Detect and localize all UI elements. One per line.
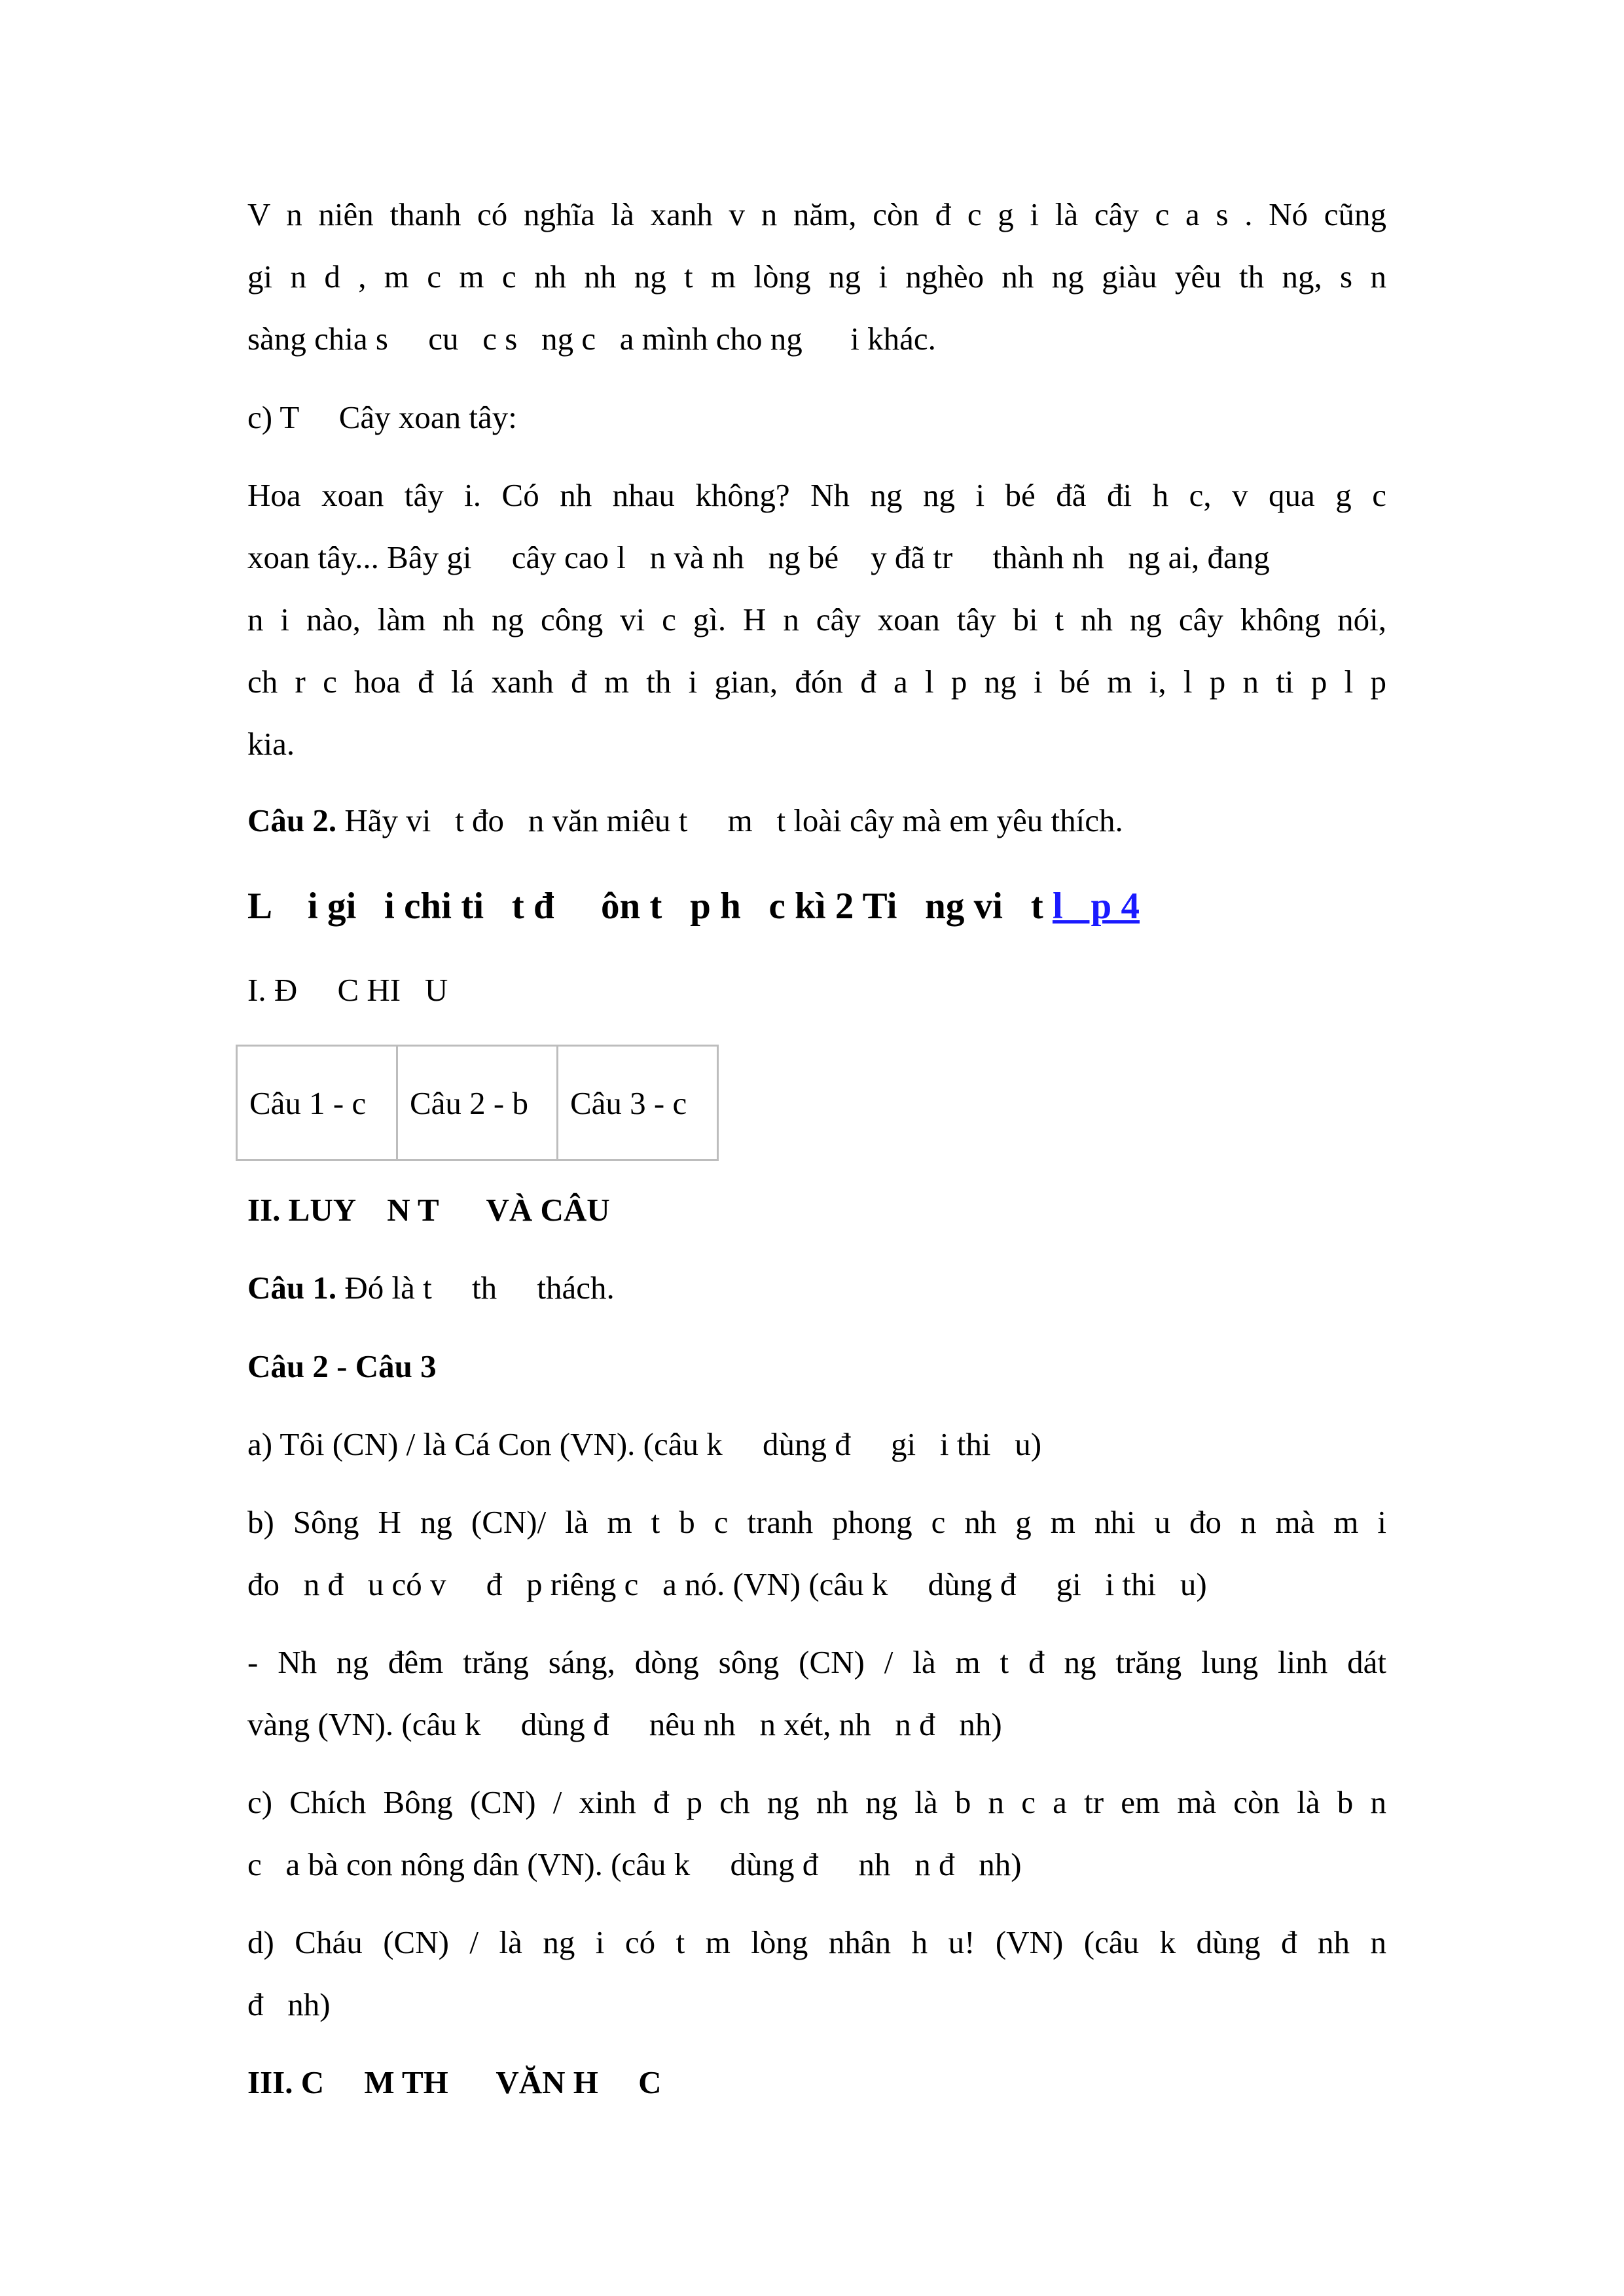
- paragraph-line: n i nào, làm nh ng công vi c gì. H n cây xoan tây bi t nh ng cây không nói,: [247, 601, 1386, 637]
- paragraph-line: V n niên thanh có nghĩa là xanh v n năm, còn đ c g i là cây c a s . Nó cũng: [247, 196, 1386, 232]
- answer-dash-line2: vàng (VN). (câu k dùng đ nêu nh n xét, nh n đ nh): [247, 1706, 1002, 1742]
- paragraph-line: kia.: [247, 726, 295, 762]
- answer-dash-line1: - Nh ng đêm trăng sáng, dòng sông (CN) / là m t đ ng trăng lung linh dát: [247, 1644, 1386, 1680]
- answer-d-line1: d) Cháu (CN) / là ng i có t m lòng nhân h u! (VN) (câu k dùng đ nh n: [247, 1924, 1386, 1960]
- cau1-label: Câu 1.: [247, 1270, 337, 1306]
- paragraph-line: ch r c hoa đ lá xanh đ m th i gian, đón đ a l p ng i bé m i, l p n ti p l p: [247, 664, 1386, 700]
- subheading-cay-xoan-tay: c) T Cây xoan tây:: [247, 399, 517, 435]
- answer-c-line2: c a bà con nông dân (VN). (câu k dùng đ nh n đ nh): [247, 1846, 1022, 1882]
- paragraph-line: xoan tây... Bây gi cây cao l n và nh ng bé y đã tr thành nh ng ai, đang: [247, 539, 1270, 575]
- section-luyen-tu-title: II. LUY N T VÀ CÂU: [247, 1192, 610, 1228]
- cau1-text: Đó là t th thách.: [336, 1270, 615, 1306]
- answer-cell-2: Câu 2 - b: [397, 1046, 558, 1160]
- main-heading-text: L i gi i chi ti t đ ôn t p h c kì 2 Ti ng vi t: [247, 886, 1053, 927]
- cau2-text: Hãy vi t đo n văn miêu t m t loài cây mà em yêu thích.: [336, 802, 1123, 838]
- cau2-task: [247, 801, 1123, 840]
- answer-d-line2: đ nh): [247, 1986, 331, 2022]
- answer-cell-1: Câu 1 - c: [237, 1046, 397, 1160]
- answer-c-line1: c) Chích Bông (CN) / xinh đ p ch ng nh ng là b n c a tr em mà còn là b n: [247, 1784, 1386, 1820]
- table-row: [237, 1046, 718, 1160]
- paragraph-line: Hoa xoan tây i. Có nh nhau không? Nh ng ng i bé đã đi h c, v qua g c: [247, 477, 1386, 513]
- section-doc-hieu-title: I. Đ C HI U: [247, 972, 448, 1008]
- cau23-label: Câu 2 - Câu 3: [247, 1348, 437, 1384]
- paragraph-line: gi n d , m c m c nh nh ng t m lòng ng i nghèo nh ng giàu yêu th ng, s n: [247, 259, 1386, 295]
- answer-b-line2: đo n đ u có v đ p riêng c a nó. (VN) (câu k dùng đ gi i thi u): [247, 1566, 1207, 1602]
- answers-table: [236, 1045, 719, 1161]
- paragraph-line: sàng chia s cu c s ng c a mình cho ng i khác.: [247, 321, 936, 357]
- section-cam-thu-title: III. C M TH VĂN H C: [247, 2064, 662, 2100]
- cau2-label: Câu 2.: [247, 802, 337, 838]
- lop-4-link[interactable]: l p 4: [1052, 886, 1140, 927]
- answer-cell-3: Câu 3 - c: [558, 1046, 718, 1160]
- answer-a: a) Tôi (CN) / là Cá Con (VN). (câu k dùng đ gi i thi u): [247, 1426, 1042, 1462]
- answer-b-line1: b) Sông H ng (CN)/ là m t b c tranh phong c nh g m nhi u đo n mà m i: [247, 1504, 1386, 1540]
- cau1-answer: [247, 1268, 615, 1308]
- main-heading: [247, 884, 1140, 929]
